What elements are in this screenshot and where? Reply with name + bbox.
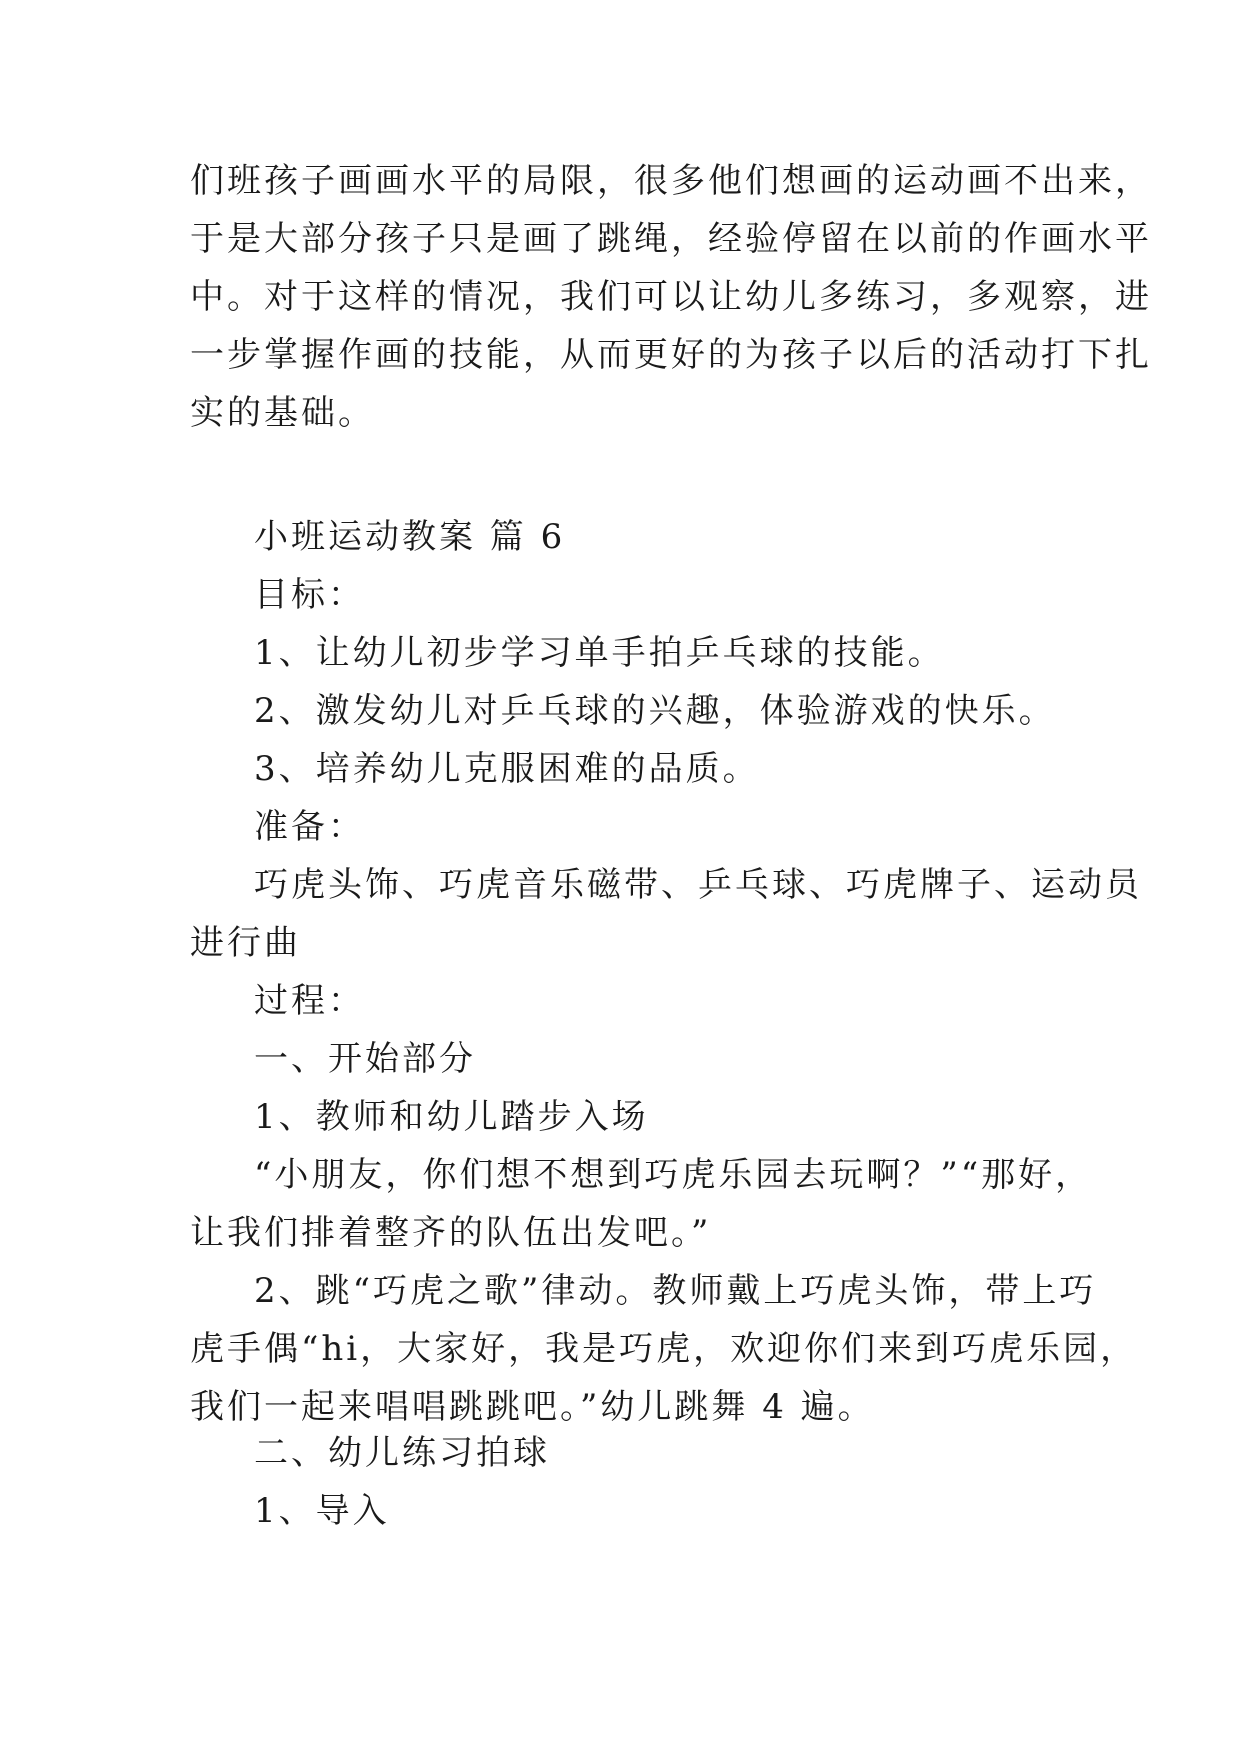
goal-item	[190, 740, 1050, 798]
text-line: 目标：	[254, 575, 365, 615]
text-line: “小朋友，你们想不想到巧虎乐园去玩啊？”“那好，	[254, 1155, 1093, 1195]
text-line: 于是大部分孩子只是画了跳绳，经验停留在以前的作画水平	[190, 219, 1152, 259]
text-line: 一、开始部分	[254, 1039, 476, 1079]
preparation-items	[190, 856, 1142, 972]
text-line: 1、让幼儿初步学习单手拍乒乓球的技能。	[254, 633, 945, 673]
text-line: 们班孩子画画水平的局限，很多他们想画的运动画不出来，	[190, 161, 1152, 201]
part-heading	[190, 1030, 1050, 1088]
text-line: 3、培养幼儿克服困难的品质。	[254, 749, 760, 789]
text-line: 1、教师和幼儿踏步入场	[254, 1097, 649, 1137]
text-line: 实的基础。	[190, 393, 375, 433]
text-line: 1、导入	[254, 1491, 390, 1531]
text-line: 虎手偶“hi，大家好，我是巧虎，欢迎你们来到巧虎乐园，	[190, 1329, 1138, 1369]
step-paragraph	[190, 1262, 1138, 1436]
goal-item	[190, 682, 1056, 740]
step-item	[190, 1088, 1050, 1146]
paragraph-intro	[190, 152, 1152, 442]
text-line: 准备：	[254, 807, 365, 847]
text-line: 一步掌握作画的技能，从而更好的为孩子以后的活动打下扎	[190, 335, 1152, 375]
text-line: 二、幼儿练习拍球	[254, 1433, 550, 1473]
step-item	[190, 1482, 1050, 1540]
text-line: 2、跳“巧虎之歌”律动。教师戴上巧虎头饰，带上巧	[254, 1271, 1097, 1311]
process-label	[190, 972, 1050, 1030]
text-line: 2、激发幼儿对乒乓球的兴趣，体验游戏的快乐。	[254, 691, 1056, 731]
text-line: 过程：	[254, 981, 365, 1021]
text-line: 进行曲	[190, 923, 301, 963]
preparation-label	[190, 798, 1050, 856]
text-line: 巧虎头饰、巧虎音乐磁带、乒乓球、巧虎牌子、运动员	[254, 865, 1142, 905]
section-title	[190, 508, 1050, 566]
dialogue-paragraph	[190, 1146, 1093, 1262]
goal-item	[190, 624, 1050, 682]
goals-label	[190, 566, 1050, 624]
text-line: 中。对于这样的情况，我们可以让幼儿多练习，多观察，进	[190, 277, 1152, 317]
text-line: 让我们排着整齐的队伍出发吧。”	[190, 1213, 712, 1253]
section-heading: 小班运动教案 篇 6	[254, 517, 566, 557]
part-heading	[190, 1424, 1050, 1482]
text-line: 我们一起来唱唱跳跳吧。”幼儿跳舞 4 遍。	[190, 1387, 875, 1427]
